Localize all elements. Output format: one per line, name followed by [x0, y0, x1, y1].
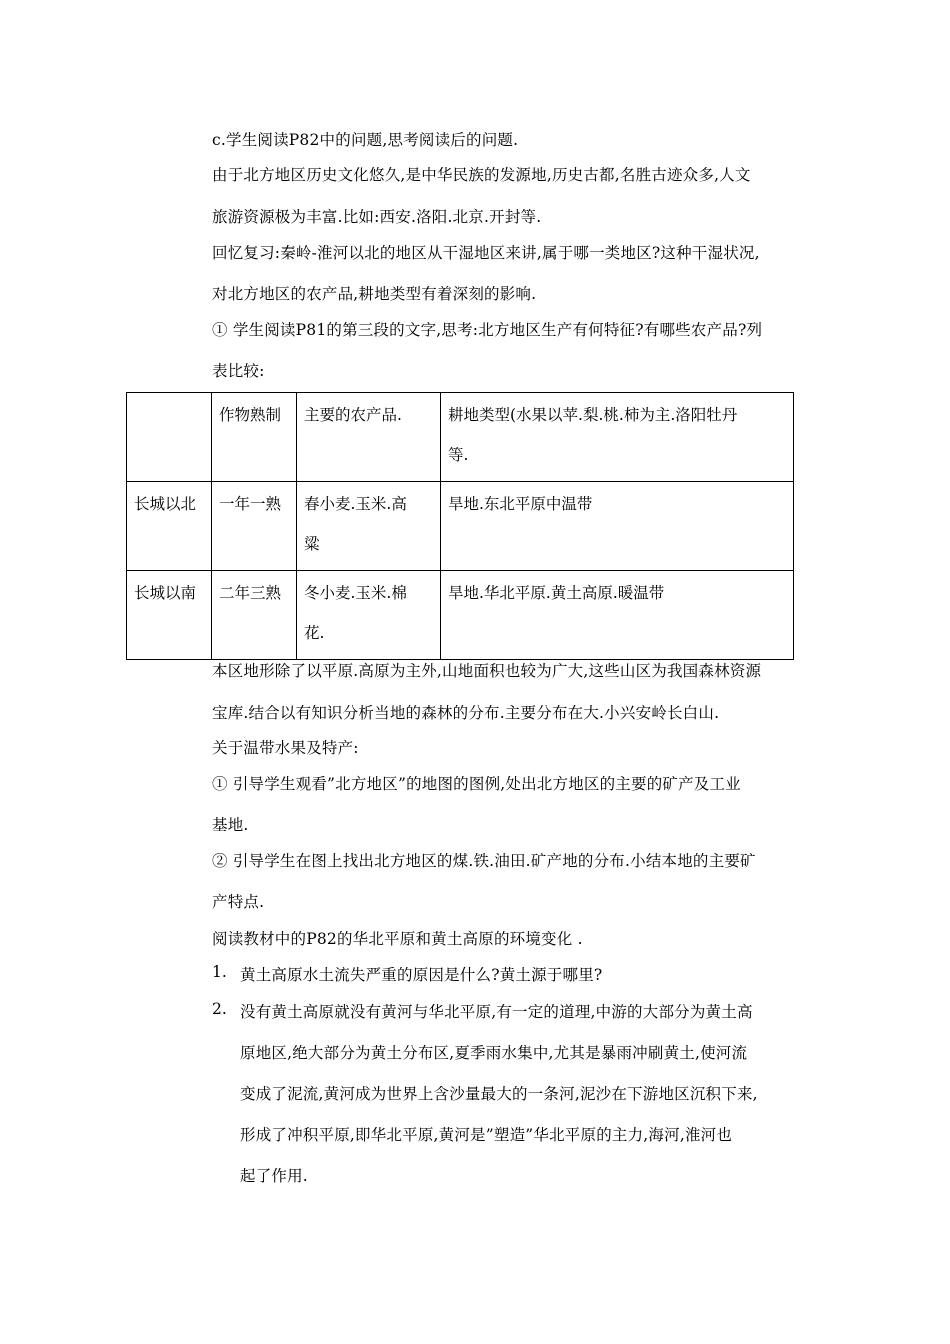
table-cell	[127, 393, 212, 482]
table-cell: 作物熟制	[212, 393, 297, 482]
paragraph-line: ① 学生阅读P81的第三段的文字,思考:北方地区生产有何特征?有哪些农产品?列	[212, 321, 763, 339]
paragraph-line: ① 引导学生观看”北方地区”的地图的图例,处出北方地区的主要的矿产及工业	[212, 775, 741, 793]
cell-line: 春小麦.玉米.高	[304, 495, 407, 513]
paragraph-line: 本区地形除了以平原.高原为主外,山地面积也较为广大,这些山区为我国森林资源	[212, 662, 762, 680]
list-item: 形成了冲积平原,即华北平原,黄河是”塑造”华北平原的主力,海河,淮河也	[240, 1126, 733, 1144]
list-item: 变成了泥流,黄河成为世界上含沙量最大的一条河,泥沙在下游地区沉积下来,	[240, 1085, 758, 1103]
paragraph-line: 基地.	[212, 816, 249, 834]
paragraph-line: 产特点.	[212, 893, 265, 911]
paragraph-line: ② 引导学生在图上找出北方地区的煤.铁.油田.矿产地的分布.小结本地的主要矿	[212, 852, 756, 870]
paragraph-line: 对北方地区的农产品,耕地类型有着深刻的影响.	[212, 285, 537, 303]
table-row	[127, 571, 794, 660]
cell-line: 等.	[448, 446, 469, 464]
paragraph-line: 阅读教材中的P82的华北平原和黄土高原的环境变化 .	[212, 930, 583, 948]
paragraph-line: 关于温带水果及特产:	[212, 739, 359, 757]
paragraph-line: 旅游资源极为丰富.比如:西安.洛阳.北京.开封等.	[212, 208, 542, 226]
table-cell	[297, 482, 441, 571]
table-cell	[297, 571, 441, 660]
table-cell: 主要的农产品.	[297, 393, 441, 482]
cell-line: 粱	[304, 535, 320, 553]
paragraph-line: 由于北方地区历史文化悠久,是中华民族的发源地,历史古都,名胜古迹众多,人文	[212, 166, 751, 184]
list-item: 原地区,绝大部分为黄土分布区,夏季雨水集中,尤其是暴雨冲刷黄土,使河流	[240, 1044, 748, 1062]
list-item: 黄土高原水土流失严重的原因是什么?黄土源于哪里?	[240, 966, 603, 984]
table-cell: 长城以北	[127, 482, 212, 571]
table-header-row	[127, 393, 794, 482]
table-cell	[441, 393, 794, 482]
table-cell: 旱地.华北平原.黄土高原.暖温带	[441, 571, 794, 660]
paragraph-line: c.学生阅读P82中的问题,思考阅读后的问题.	[212, 131, 519, 149]
list-number: 1.	[212, 963, 227, 981]
cell-line: 冬小麦.玉米.棉	[304, 584, 407, 602]
paragraph-line: 宝库.结合以有知识分析当地的森林的分布.主要分布在大.小兴安岭长白山.	[212, 704, 720, 722]
crop-comparison-table	[126, 392, 794, 660]
table-cell: 旱地.东北平原中温带	[441, 482, 794, 571]
list-item: 没有黄土高原就没有黄河与华北平原,有一定的道理,中游的大部分为黄土高	[240, 1003, 753, 1021]
cell-line: 花.	[304, 624, 325, 642]
paragraph-line: 回忆复习:秦岭-淮河以北的地区从干湿地区来讲,属于哪一类地区?这种干湿状况,	[212, 244, 760, 262]
list-item: 起了作用.	[240, 1167, 308, 1185]
table-cell: 一年一熟	[212, 482, 297, 571]
cell-line: 耕地类型(水果以苹.梨.桃.柿为主.洛阳牡丹	[448, 406, 738, 424]
table-cell: 长城以南	[127, 571, 212, 660]
paragraph-line: 表比较:	[212, 362, 265, 380]
table-cell: 二年三熟	[212, 571, 297, 660]
table-row	[127, 482, 794, 571]
list-number: 2.	[212, 1000, 227, 1018]
